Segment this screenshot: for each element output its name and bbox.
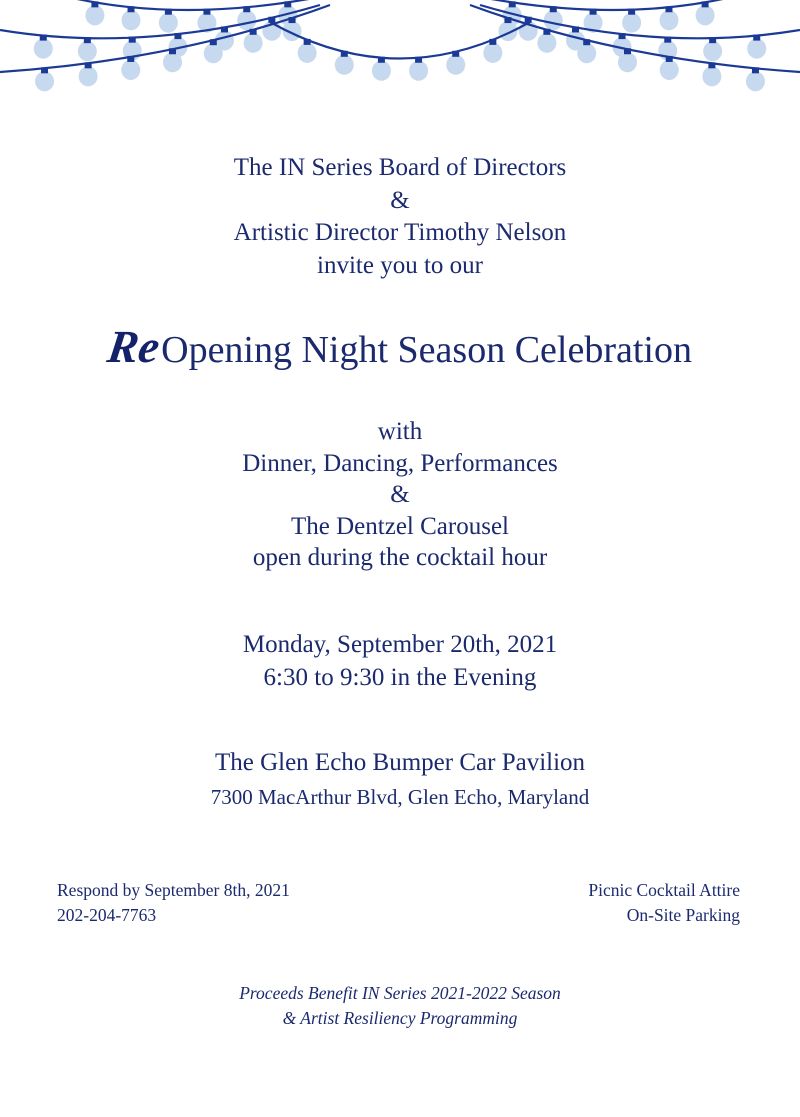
details-carousel: The Dentzel Carousel xyxy=(291,512,509,540)
light-bulb-icon xyxy=(746,67,765,91)
light-bulb-icon xyxy=(544,6,563,30)
light-bulb-icon xyxy=(85,1,104,25)
light-bulb-icon xyxy=(659,6,678,30)
light-bulb-icon xyxy=(372,57,391,81)
hosts-block xyxy=(0,152,800,282)
light-bulb-icon xyxy=(696,1,715,25)
details-ampersand: & xyxy=(390,481,410,508)
venue-name: The Glen Echo Bumper Car Pavilion xyxy=(214,749,586,776)
light-bulb-icon xyxy=(702,62,721,86)
light-bulb-icon xyxy=(660,56,679,80)
rsvp-deadline: Respond by September 8th, 2021 xyxy=(57,880,290,900)
proceeds-line-1: Proceeds Benefit IN Series 2021-2022 Season xyxy=(239,983,561,1003)
hosts-ampersand: & xyxy=(390,186,410,214)
light-bulb-icon xyxy=(79,62,98,86)
proceeds-line-2: & Artist Resiliency Programming xyxy=(282,1008,518,1028)
proceeds-block xyxy=(0,981,800,1031)
light-bulb-icon xyxy=(703,37,722,61)
venue-block xyxy=(0,746,800,814)
rsvp-block xyxy=(57,878,290,928)
light-bulb-icon xyxy=(747,35,766,59)
attire-parking: On-Site Parking xyxy=(626,905,740,925)
details-with: with xyxy=(377,418,423,445)
light-bulb-icon xyxy=(78,37,97,61)
attire-dress-code: Picnic Cocktail Attire xyxy=(588,880,740,900)
details-cocktail-hour: open during the cocktail hour xyxy=(252,544,548,571)
event-time: 6:30 to 9:30 in the Evening xyxy=(263,664,537,691)
light-bulb-icon xyxy=(409,57,428,81)
rsvp-phone: 202-204-7763 xyxy=(57,905,157,925)
details-activities: Dinner, Dancing, Performances xyxy=(242,449,558,477)
hosts-invite: invite you to our xyxy=(317,251,483,279)
hosts-director: Artistic Director Timothy Nelson xyxy=(233,219,567,246)
light-bulb-icon xyxy=(34,35,53,59)
light-bulb-icon xyxy=(622,9,641,33)
event-title xyxy=(0,322,800,375)
when-block xyxy=(0,628,800,694)
light-bulb-icon xyxy=(121,56,140,80)
venue-address: 7300 MacArthur Blvd, Glen Echo, Maryland xyxy=(210,785,590,809)
event-date: Monday, September 20th, 2021 xyxy=(242,631,558,658)
title-main: Opening Night Season Celebration xyxy=(161,329,692,371)
attire-block xyxy=(588,878,740,928)
light-bulb-icon xyxy=(237,6,256,30)
light-bulb-icon xyxy=(122,6,141,30)
light-bulb-icon xyxy=(159,9,178,33)
details-block xyxy=(0,416,800,574)
hosts-board: The IN Series Board of Directors xyxy=(233,154,567,181)
light-bulb-icon xyxy=(35,67,54,91)
title-re-script: Re xyxy=(104,321,163,372)
string-lights-decoration xyxy=(0,0,800,120)
